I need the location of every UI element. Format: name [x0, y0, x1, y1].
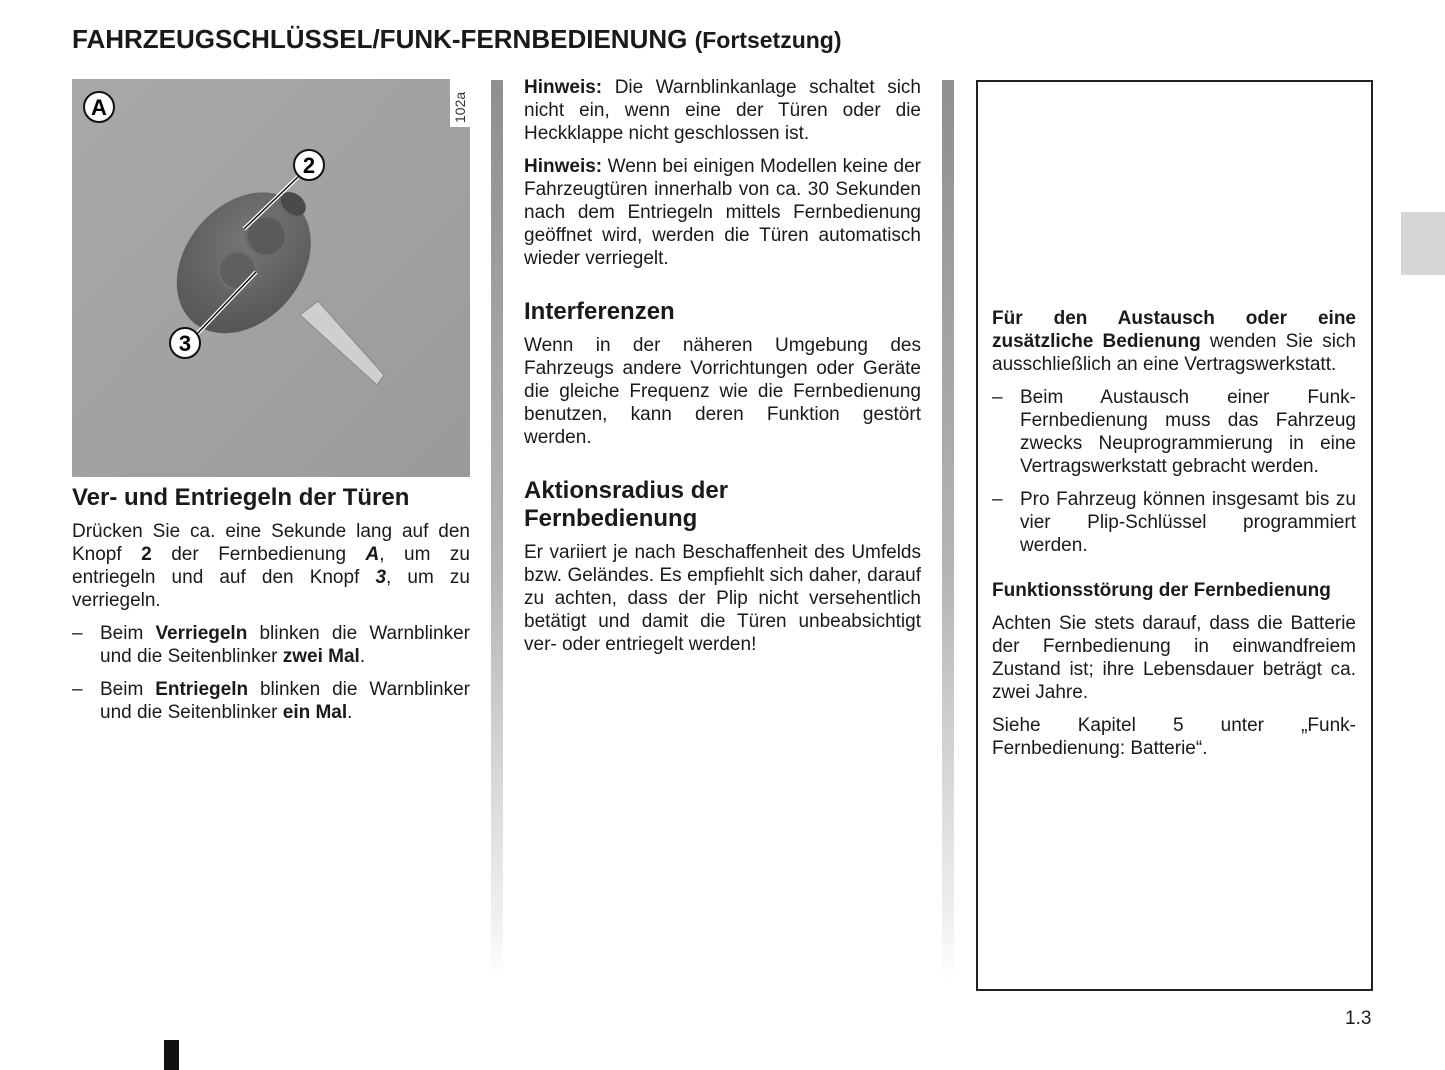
title-main: FAHRZEUGSCHLÜSSEL/FUNK-FERNBEDIENUNG: [72, 24, 688, 54]
dash: –: [72, 623, 83, 644]
text-run: .: [359, 646, 366, 667]
section-heading-malfunction: Funktionsstörung der Fernbedienung: [992, 580, 1331, 601]
emphasis-text: A: [365, 544, 380, 565]
bullet-list: [992, 386, 1356, 557]
title-subtitle: (Fortsetzung): [694, 27, 842, 53]
paragraph: [72, 520, 470, 612]
text-run: , um zu verriegeln.: [72, 567, 470, 611]
list-item: [992, 488, 1356, 557]
emphasis-text: zwei Mal: [282, 646, 360, 667]
emphasis-text: Verriegeln: [155, 623, 248, 644]
bullet-list: [72, 622, 470, 724]
dash: –: [992, 387, 1003, 408]
text-run: Beim: [100, 679, 156, 700]
page-title: [72, 24, 842, 55]
paragraph: Achten Sie stets darauf, dass die Batterie der Fernbedienung in einwandfreiem Zustand ist; ihre Lebensdauer beträgt ca. zwei Jahre.: [992, 613, 1356, 703]
text-run: .: [347, 702, 353, 723]
list-item: [72, 622, 470, 668]
text-run: der Fernbedienung: [151, 544, 366, 565]
callout-3: [170, 328, 200, 358]
figure-code: 102a: [452, 91, 468, 123]
section-heading-interference: Interferenzen: [524, 298, 675, 325]
figure-label-a: [84, 92, 114, 122]
column-divider: [491, 80, 503, 980]
chapter-tab: [1401, 212, 1445, 275]
callout-3-text: 3: [178, 331, 192, 356]
page-number: 1.3: [1345, 1008, 1372, 1029]
emphasis-text: 3: [375, 567, 387, 588]
column-divider: [942, 80, 954, 980]
text-run: , um zu entriegeln und auf den Knopf: [72, 544, 470, 588]
section-heading-lock-unlock: Ver- und Entriegeln der Türen: [72, 484, 410, 511]
dash: –: [992, 489, 1003, 510]
note: [524, 76, 921, 145]
paragraph: Siehe Kapitel 5 unter „Funk-Fernbedienung: Batterie“.: [992, 715, 1356, 759]
emphasis-text: Hinweis:: [524, 77, 603, 98]
print-mark: [164, 1040, 179, 1070]
column-middle: [524, 76, 921, 666]
emphasis-text: 2: [141, 544, 152, 565]
column-left: [72, 484, 470, 734]
key-fob-figure: [72, 79, 470, 477]
label-a-text: A: [91, 95, 107, 120]
callout-2-text: 2: [302, 153, 316, 178]
text-run: blinken die Warnblinker und die Seitenblinker: [100, 623, 470, 667]
info-box-content: [992, 307, 1356, 770]
text-run: Pro Fahrzeug können insgesamt bis zu vier Plip-Schlüssel programmiert werden.: [1020, 489, 1356, 556]
section-heading-range: Aktionsradius der Fernbedienung: [524, 477, 729, 532]
emphasis-text: Hinweis:: [524, 156, 603, 177]
paragraph: Wenn in der näheren Umgebung des Fahrzeugs andere Vorrichtungen oder Geräte die gleiche Frequenz wie die Fernbedienung benutzen, kann deren Funktion gestört werden.: [524, 335, 921, 448]
text-run: wenden Sie sich ausschließlich an eine Vertragswerkstatt.: [992, 331, 1356, 375]
text-run: Beim: [100, 623, 156, 644]
dash: –: [72, 679, 83, 700]
list-item: [72, 678, 470, 724]
text-run: Drücken Sie ca. eine Sekunde lang auf den Knopf: [72, 521, 470, 565]
paragraph: [992, 307, 1356, 376]
text-run: blinken die Warnblinker und die Seitenblinker: [100, 679, 470, 723]
text-run: Wenn bei einigen Modellen keine der Fahrzeugtüren innerhalb von ca. 30 Sekunden nach dem Entriegeln mittels Fernbedienung geöffnet wird, werden die Türen automatisch wieder verriegelt.: [524, 156, 921, 269]
emphasis-text: ein Mal: [282, 702, 348, 723]
emphasis-text: Für den Austausch oder eine zusätzliche Bedienung: [992, 308, 1356, 352]
text-run: Beim Austausch einer Funk-Fernbedienung muss das Fahrzeug zwecks Neuprogrammierung in eine Vertragswerkstatt gebracht werden.: [1020, 387, 1356, 477]
emphasis-text: Entriegeln: [155, 679, 249, 700]
note: [524, 155, 921, 270]
paragraph: Er variiert je nach Beschaffenheit des Umfelds bzw. Geländes. Es empfiehlt sich daher, darauf zu achten, dass der Plip nicht versehentlich betätigt und damit die Türen unbeabsichtigt ver- oder entriegelt werden!: [524, 542, 921, 655]
callout-2: [294, 150, 324, 180]
text-run: Die Warnblinkanlage schaltet sich nicht ein, wenn eine der Türen oder die Heckklappe nicht geschlossen ist.: [524, 77, 921, 144]
list-item: [992, 386, 1356, 478]
